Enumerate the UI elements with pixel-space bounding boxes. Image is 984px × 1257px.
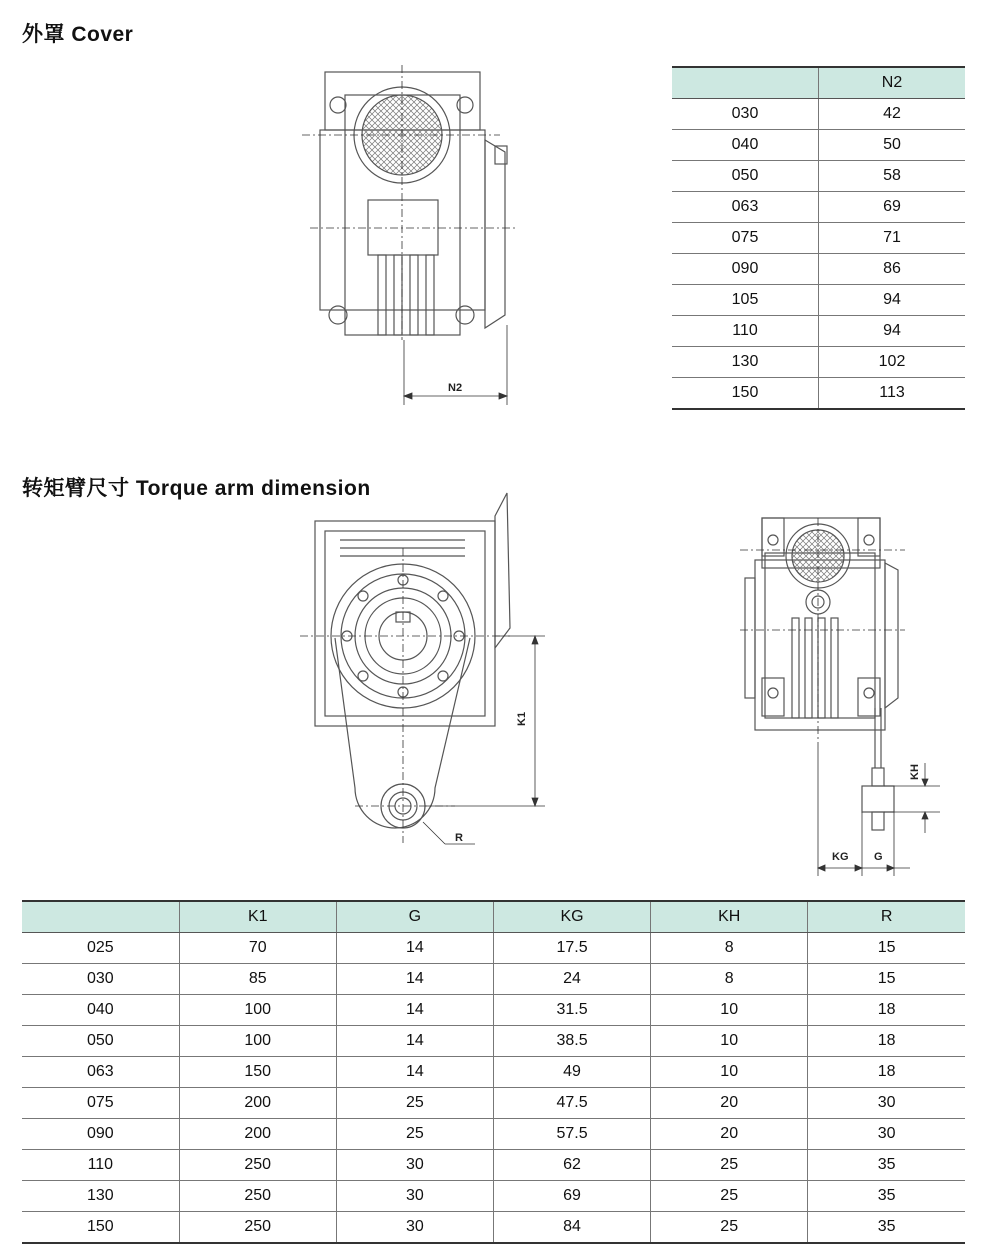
table-header-row	[672, 67, 965, 99]
table-cell: 105	[672, 285, 819, 316]
table-cell: 84	[493, 1212, 650, 1244]
table-cell: 20	[651, 1119, 808, 1150]
table-cell: 8	[651, 933, 808, 964]
table-cell: 69	[493, 1181, 650, 1212]
table-header-cell: KH	[651, 901, 808, 933]
table-header-cell	[672, 67, 819, 99]
table-row	[22, 1057, 965, 1088]
torque-arm-table	[22, 900, 965, 1244]
table-cell: 35	[808, 1150, 965, 1181]
table-row	[672, 285, 965, 316]
table-cell: 94	[819, 285, 966, 316]
table-cell: 38.5	[493, 1026, 650, 1057]
table-row	[22, 1088, 965, 1119]
table-cell: 14	[336, 964, 493, 995]
table-cell: 69	[819, 192, 966, 223]
table-cell: 10	[651, 995, 808, 1026]
table-cell: 090	[22, 1119, 179, 1150]
table-row	[22, 933, 965, 964]
table-cell: 250	[179, 1181, 336, 1212]
table-cell: 150	[179, 1057, 336, 1088]
table-cell: 113	[819, 378, 966, 410]
table-header-cell: R	[808, 901, 965, 933]
table-row	[22, 1181, 965, 1212]
table-row	[672, 161, 965, 192]
n2-dimension-label: N2	[448, 382, 463, 394]
table-cell: 30	[808, 1088, 965, 1119]
torque-arm-front-drawing	[295, 488, 545, 858]
table-cell: 18	[808, 1057, 965, 1088]
table-row	[22, 1212, 965, 1244]
table-cell: 040	[672, 130, 819, 161]
table-header-cell: K1	[179, 901, 336, 933]
table-cell: 71	[819, 223, 966, 254]
table-row	[672, 99, 965, 130]
table-cell: 35	[808, 1212, 965, 1244]
table-cell: 075	[22, 1088, 179, 1119]
table-cell: 50	[819, 130, 966, 161]
table-cell: 130	[672, 347, 819, 378]
torque-section-title: 转矩臂尺寸 Torque arm dimension	[22, 477, 371, 500]
table-row	[22, 964, 965, 995]
table-cell: 030	[22, 964, 179, 995]
table-row	[22, 1119, 965, 1150]
table-header-cell: N2	[819, 67, 966, 99]
table-cell: 25	[651, 1212, 808, 1244]
table-cell: 14	[336, 1026, 493, 1057]
cover-section-title: 外罩 Cover	[22, 23, 134, 46]
table-cell: 47.5	[493, 1088, 650, 1119]
table-header-row	[22, 901, 965, 933]
table-cell: 70	[179, 933, 336, 964]
table-row	[672, 223, 965, 254]
table-cell: 20	[651, 1088, 808, 1119]
torque-arm-side-drawing	[740, 508, 950, 878]
table-cell: 14	[336, 1057, 493, 1088]
table-header-cell: KG	[493, 901, 650, 933]
table-cell: 18	[808, 1026, 965, 1057]
table-cell: 250	[179, 1150, 336, 1181]
table-cell: 24	[493, 964, 650, 995]
table-cell: 58	[819, 161, 966, 192]
table-cell: 30	[336, 1150, 493, 1181]
table-cell: 10	[651, 1026, 808, 1057]
table-header-cell: G	[336, 901, 493, 933]
table-cell: 100	[179, 995, 336, 1026]
kh-dimension-label: KH	[909, 764, 921, 780]
table-cell: 30	[336, 1212, 493, 1244]
table-row	[672, 192, 965, 223]
table-cell: 200	[179, 1088, 336, 1119]
table-cell: 10	[651, 1057, 808, 1088]
table-cell: 57.5	[493, 1119, 650, 1150]
table-cell: 25	[336, 1119, 493, 1150]
table-cell: 14	[336, 995, 493, 1026]
table-row	[672, 254, 965, 285]
table-cell: 30	[808, 1119, 965, 1150]
table-cell: 200	[179, 1119, 336, 1150]
table-cell: 100	[179, 1026, 336, 1057]
table-cell: 063	[672, 192, 819, 223]
table-cell: 8	[651, 964, 808, 995]
table-row	[22, 1150, 965, 1181]
cover-drawing	[300, 60, 540, 420]
table-cell: 62	[493, 1150, 650, 1181]
table-row	[672, 378, 965, 410]
table-row	[22, 1026, 965, 1057]
table-cell: 102	[819, 347, 966, 378]
table-cell: 075	[672, 223, 819, 254]
g-dimension-label: G	[874, 851, 883, 863]
table-cell: 18	[808, 995, 965, 1026]
table-cell: 030	[672, 99, 819, 130]
table-cell: 42	[819, 99, 966, 130]
table-cell: 17.5	[493, 933, 650, 964]
table-cell: 94	[819, 316, 966, 347]
table-cell: 025	[22, 933, 179, 964]
table-cell: 040	[22, 995, 179, 1026]
cover-n2-table	[672, 66, 965, 410]
table-cell: 86	[819, 254, 966, 285]
table-cell: 150	[22, 1212, 179, 1244]
table-cell: 35	[808, 1181, 965, 1212]
table-header-cell	[22, 901, 179, 933]
table-cell: 85	[179, 964, 336, 995]
table-row	[672, 316, 965, 347]
table-cell: 25	[336, 1088, 493, 1119]
table-row	[672, 347, 965, 378]
table-row	[22, 995, 965, 1026]
table-cell: 130	[22, 1181, 179, 1212]
table-cell: 30	[336, 1181, 493, 1212]
table-cell: 14	[336, 933, 493, 964]
table-row	[672, 130, 965, 161]
table-cell: 31.5	[493, 995, 650, 1026]
table-cell: 110	[22, 1150, 179, 1181]
r-dimension-label: R	[455, 832, 463, 844]
k1-dimension-label: K1	[516, 711, 528, 726]
table-cell: 050	[672, 161, 819, 192]
kg-dimension-label: KG	[832, 851, 849, 863]
table-cell: 250	[179, 1212, 336, 1244]
table-cell: 150	[672, 378, 819, 410]
table-cell: 15	[808, 933, 965, 964]
table-cell: 15	[808, 964, 965, 995]
table-cell: 25	[651, 1181, 808, 1212]
table-cell: 050	[22, 1026, 179, 1057]
table-cell: 25	[651, 1150, 808, 1181]
table-cell: 063	[22, 1057, 179, 1088]
table-cell: 49	[493, 1057, 650, 1088]
table-cell: 090	[672, 254, 819, 285]
table-cell: 110	[672, 316, 819, 347]
